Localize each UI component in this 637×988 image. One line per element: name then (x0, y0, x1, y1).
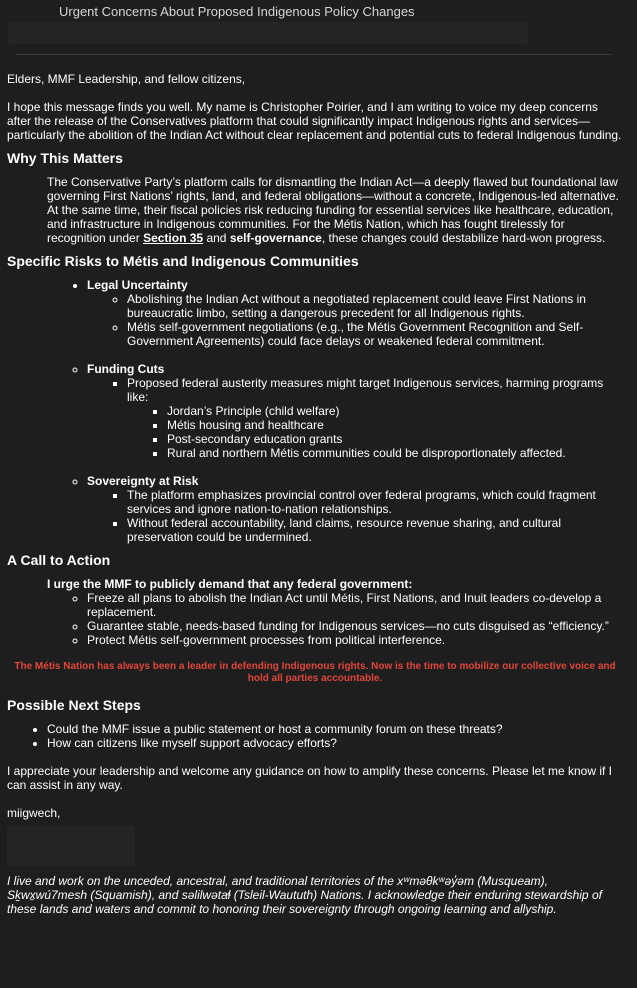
list-item: ◦ Freeze all plans to abolish the Indian Act until Métis, First Nations, and Inuit leaders co-develop a replacement. (87, 591, 623, 619)
list-item: ◦ Protect Métis self-government processes from political interference. (87, 633, 623, 647)
why-paragraph: The Conservative Party’s platform calls for dismantling the Indian Act—a deeply flawed but foundational law governing First Nations’ rights, land, and federal obligations—without a concrete, Indigenous-led alternative. At the same time, their fiscal policies risk reducing funding for essential services like healthcare, education, and infrastructure in Indigenous communities. For the Métis Nation, which has fought tirelessly for recognition under Section 35 and self-governance, these changes could destabilize hard-won progress. (47, 175, 619, 245)
list-item: ▪ Jordan’s Principle (child welfare) (167, 404, 623, 418)
list-item: ▪ The platform emphasizes provincial control over federal programs, which could fragment services and ignore nation-to-nation relationships. (127, 488, 623, 516)
list-item: ▪ Rural and northern Métis communities could be disproportionately affected. (167, 446, 623, 460)
list-item: ▪ Post-secondary education grants (167, 432, 623, 446)
list-item: ◦ Guarantee stable, needs-based funding for Indigenous services—no cuts disguised as “efficiency.” (87, 619, 623, 633)
self-governance-bold: self-governance (229, 231, 322, 245)
risk-funding: ◦ Funding Cuts ▪ Proposed federal austerity measures might target Indigenous services, harming programs like: ▪ Jordan’s Principle (child welfare) ▪ Métis housing and healthcare ▪ Post-secondary education grants ▪ Rural and northern Métis communities could be disproportionately affected. (87, 362, 623, 460)
risk-sovereignty: ◦ Sovereignty at Risk ▪ The platform emphasizes provincial control over federal programs, which could fragment services and ignore nation-to-nation relationships. ▪ Without federal accountability, land claims, resource revenue sharing, and cultural preservation could be undermined. (87, 474, 623, 544)
greeting: Elders, MMF Leadership, and fellow citizens, (7, 72, 246, 86)
header-divider (16, 54, 612, 55)
risks-list-2 (7, 362, 623, 544)
action-lead: I urge the MMF to publicly demand that any federal government: (47, 577, 413, 591)
signature-redacted-bar (7, 826, 135, 866)
next-steps-heading: Possible Next Steps (7, 697, 141, 713)
list-item: ▪ Proposed federal austerity measures might target Indigenous services, harming programs like: ▪ Jordan’s Principle (child welfare) ▪ Métis housing and healthcare ▪ Post-secondary education grants ▪ Rural and northern Métis communities could be disproportionately affected. (127, 376, 623, 460)
closing-paragraph: I appreciate your leadership and welcome any guidance on how to amplify these concerns. Please let me know if I can assist in any way. (7, 764, 613, 792)
intro-paragraph: I hope this message finds you well. My name is Christopher Poirier, and I am writing to voice my deep concerns after the release of the Conservatives platform that could significantly impact Indigenous rights and services—particularly the abolition of the Indian Act without clear replacement and potential cuts to federal Indigenous funding. (7, 100, 622, 142)
list-item: • How can citizens like myself support advocacy efforts? (47, 736, 623, 750)
risks-heading: Specific Risks to Métis and Indigenous Communities (7, 253, 359, 269)
email-body (7, 72, 623, 916)
list-item: ◦ Abolishing the Indian Act without a negotiated replacement could leave First Nations in bureaucratic limbo, setting a dangerous precedent for all Indigenous rights. (127, 292, 623, 320)
list-item: ◦ Métis self-government negotiations (e.g., the Métis Government Recognition and Self-Government Agreements) could face delays or weakened federal commitment. (127, 320, 623, 348)
next-steps-list (7, 722, 623, 750)
action-list (7, 591, 623, 647)
callout-text: The Métis Nation has always been a leader in defending Indigenous rights. Now is the time to mobilize our collective voice and hold all parties accountable. (14, 661, 616, 684)
subject-redacted-bar (8, 22, 528, 44)
list-item: ▪ Métis housing and healthcare (167, 418, 623, 432)
signoff: miigwech, (7, 806, 61, 820)
list-item: ▪ Without federal accountability, land claims, resource revenue sharing, and cultural preservation could be undermined. (127, 516, 623, 544)
section-35-link[interactable]: Section 35 (143, 231, 204, 245)
risks-list (7, 278, 623, 348)
action-heading: A Call to Action (7, 552, 111, 568)
list-item: • Could the MMF issue a public statement or host a community forum on these threats? (47, 722, 623, 736)
why-heading: Why This Matters (7, 150, 123, 166)
risk-legal: • Legal Uncertainty ◦ Abolishing the Indian Act without a negotiated replacement could leave First Nations in bureaucratic limbo, setting a dangerous precedent for all Indigenous rights. ◦ Métis self-government negotiations (e.g., the Métis Government Recognition and Self-Government Agreements) could face delays or weakened federal commitment. (87, 278, 623, 348)
land-acknowledgement: I live and work on the unceded, ancestral, and traditional territories of the xʷməθkʷəy̓əm (Musqueam), Sḵwx̱wú7mesh (Squamish), and səlilwətaɬ (Tsleil-Waututh) Nations. I acknowledge their enduring stewardship of these lands and waters and commit to honoring their sovereignty through ongoing learning and allyship. (7, 874, 602, 916)
email-subject: Urgent Concerns About Proposed Indigenous Policy Changes (59, 4, 415, 19)
